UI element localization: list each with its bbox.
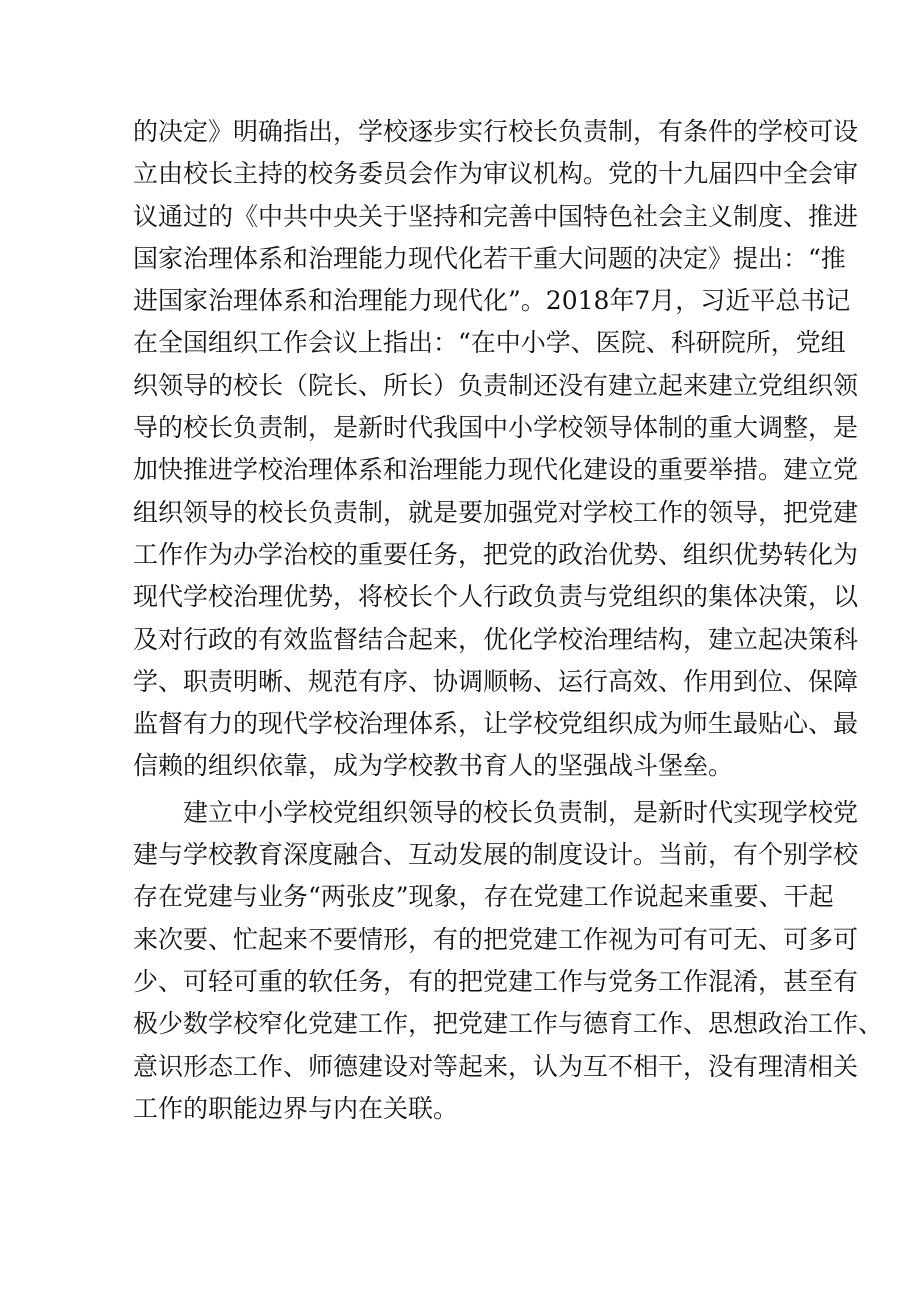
paragraph-line: 进国家治理体系和治理能力现代化”。2018年7月，习近平总书记 [133, 286, 851, 316]
paragraph-line: 存在党建与业务“两张皮”现象，存在党建工作说起来重要、干起 [133, 882, 834, 912]
paragraph-2 [133, 792, 884, 1130]
paragraph-line: 现代学校治理优势，将校长个人行政负责与党组织的集体决策，以 [133, 582, 859, 612]
paragraph-1 [133, 111, 859, 788]
paragraph-line: 及对行政的有效监督结合起来，优化学校治理结构，建立起决策科 [133, 624, 859, 654]
paragraph-line: 国家治理体系和治理能力现代化若干重大问题的决定》提出：“推 [133, 243, 846, 273]
paragraph-line: 少、可轻可重的软任务，有的把党建工作与党务工作混淆，甚至有 [133, 966, 859, 996]
paragraph-line: 建立中小学校党组织领导的校长负责制，是新时代实现学校党 [183, 797, 859, 827]
paragraph-line: 组织领导的校长负责制，就是要加强党对学校工作的领导，把党建 [133, 497, 859, 527]
paragraph-line: 导的校长负责制，是新时代我国中小学校领导体制的重大调整，是 [133, 413, 859, 443]
paragraph-line: 工作的职能边界与内在关联。 [133, 1093, 459, 1123]
paragraph-line: 来次要、忙起来不要情形，有的把党建工作视为可有可无、可多可 [133, 924, 859, 954]
paragraph-line: 意识形态工作、师德建设对等起来，认为互不相干，没有理清相关 [133, 1051, 859, 1081]
paragraph-line: 立由校长主持的校务委员会作为审议机构。党的十九届四中全会审 [133, 159, 859, 189]
body-text [133, 111, 884, 1130]
paragraph-line: 加快推进学校治理体系和治理能力现代化建设的重要举措。建立党 [133, 455, 859, 485]
paragraph-line: 监督有力的现代学校治理体系，让学校党组织成为师生最贴心、最 [133, 709, 859, 739]
paragraph-line: 极少数学校窄化党建工作，把党建工作与德育工作、思想政治工作、 [133, 1009, 884, 1039]
paragraph-line: 的决定》明确指出，学校逐步实行校长负责制，有条件的学校可设 [133, 117, 859, 146]
paragraph-line: 信赖的组织依靠，成为学校教书育人的坚强战斗堡垒。 [133, 751, 734, 781]
paragraph-line: 工作作为办学治校的重要任务，把党的政治优势、组织优势转化为 [133, 539, 859, 569]
paragraph-line: 学、职责明晰、规范有序、协调顺畅、运行高效、作用到位、保障 [133, 666, 859, 696]
paragraph-line: 在全国组织工作会议上指出：“在中小学、医院、科研院所，党组 [133, 328, 846, 358]
paragraph-line: 建与学校教育深度融合、互动发展的制度设计。当前，有个别学校 [133, 840, 859, 870]
paragraph-line: 议通过的《中共中央关于坚持和完善中国特色社会主义制度、推进 [133, 201, 859, 231]
paragraph-line: 织领导的校长（院长、所长）负责制还没有建立起来建立党组织领 [133, 370, 859, 400]
